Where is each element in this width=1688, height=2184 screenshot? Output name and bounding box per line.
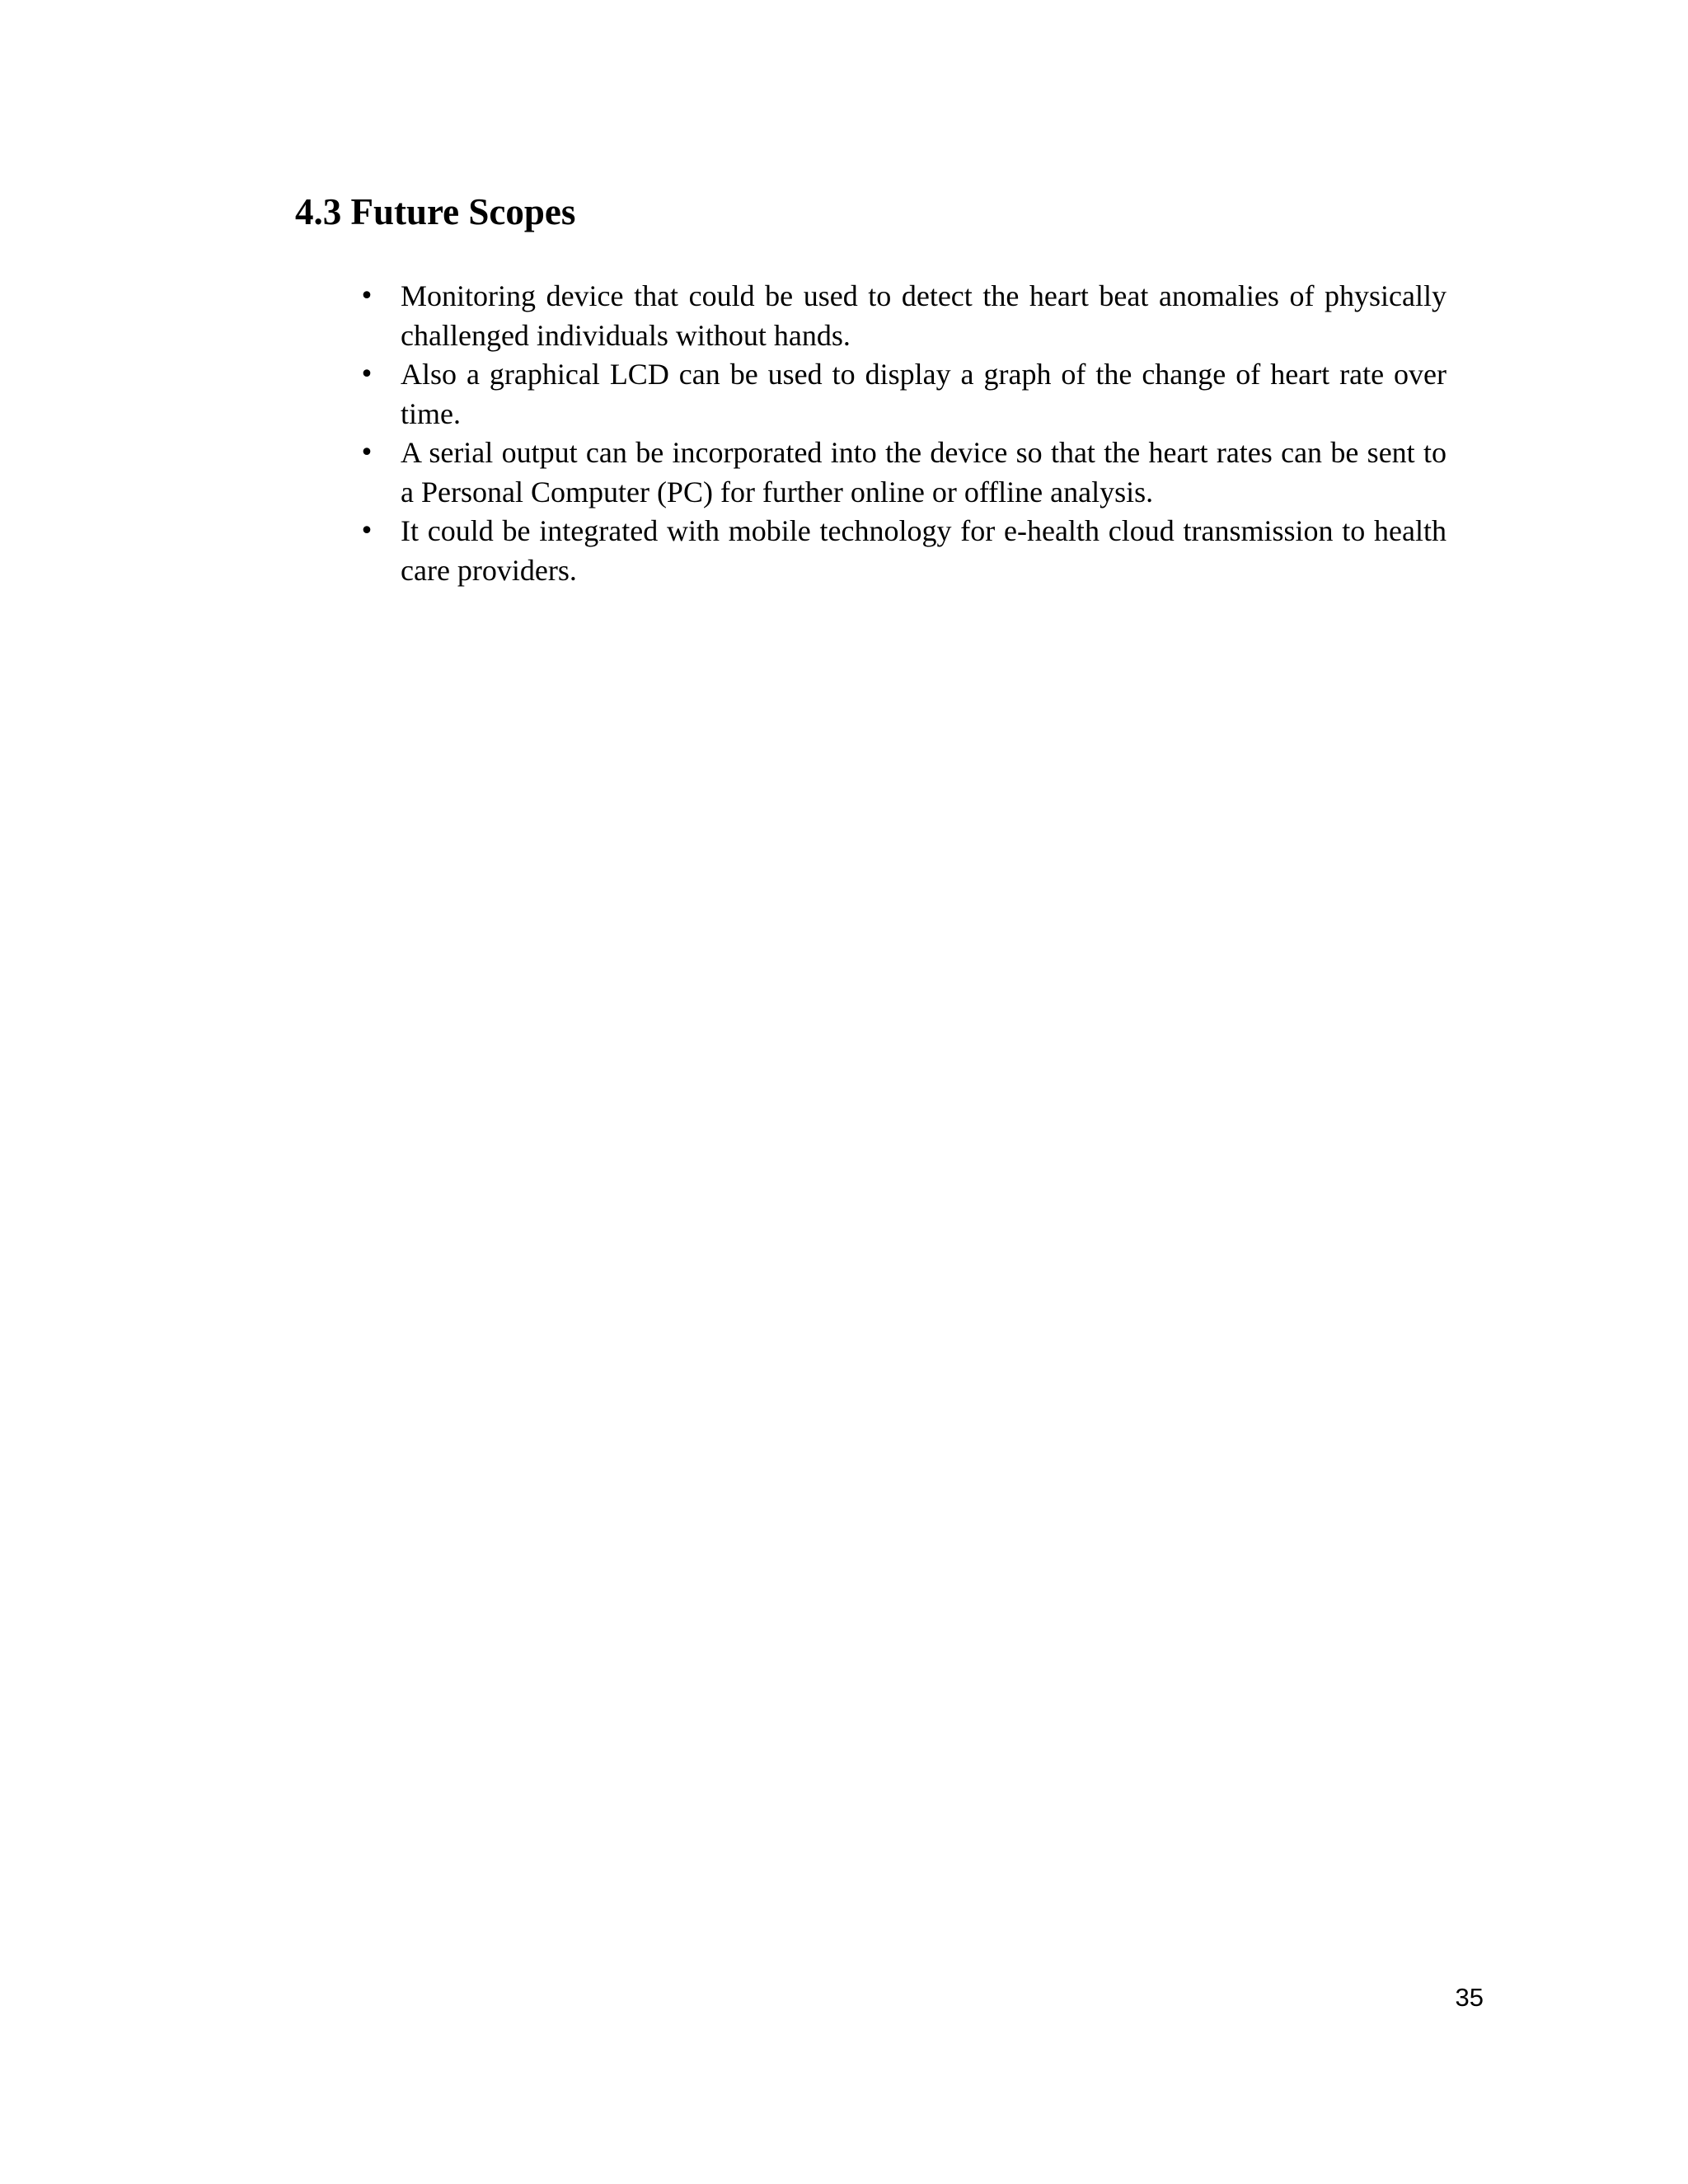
list-item-text: A serial output can be incorporated into the device so that the heart rates can be sent to a Personal Computer (PC) for further online or offline analysis. xyxy=(401,436,1447,509)
list-item-text: Monitoring device that could be used to detect the heart beat anomalies of physically challenged individuals without hands. xyxy=(401,279,1447,352)
bullet-icon: • xyxy=(359,360,374,389)
bullet-icon: • xyxy=(359,438,374,467)
list-item xyxy=(346,434,1447,512)
list-item xyxy=(346,277,1447,355)
bullet-icon: • xyxy=(359,517,374,546)
list-item xyxy=(346,355,1447,434)
bullet-icon: • xyxy=(359,282,374,311)
list-item-text: Also a graphical LCD can be used to display a graph of the change of heart rate over time. xyxy=(401,358,1447,430)
list-item-text: It could be integrated with mobile technology for e-health cloud transmission to health care providers. xyxy=(401,514,1447,587)
list-item xyxy=(346,512,1447,590)
future-scopes-list xyxy=(346,277,1447,590)
section-heading: 4.3 Future Scopes xyxy=(295,191,576,232)
page-number: 35 xyxy=(1455,1983,1484,2012)
